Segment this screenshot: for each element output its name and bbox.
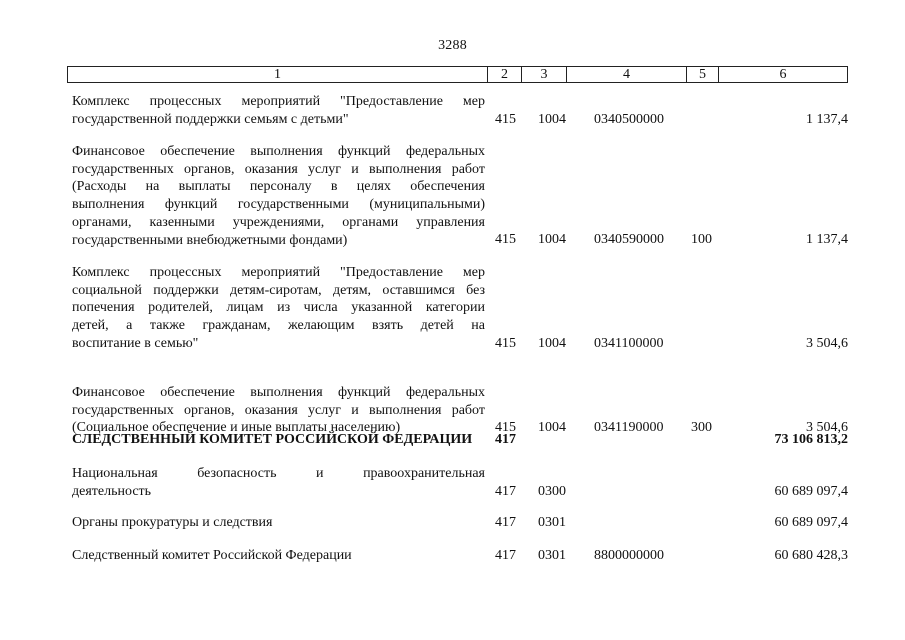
table-row bbox=[72, 431, 848, 449]
row-section: 1004 bbox=[538, 232, 566, 248]
description-line: (Расходы на выплаты персоналу в целях обеспечения bbox=[72, 179, 485, 195]
column-header-5: 5 bbox=[687, 67, 719, 83]
description-line: органами, казенными учреждениями, органами управления bbox=[72, 214, 485, 230]
row-target-article: 0341190000 bbox=[594, 420, 664, 436]
row-description bbox=[72, 264, 485, 353]
description-line: Следственный комитет Российской Федерации bbox=[72, 548, 352, 563]
row-amount: 60 680 428,3 bbox=[774, 547, 848, 563]
row-amount: 3 504,6 bbox=[806, 335, 848, 351]
description-line: государственных органов, оказания услуг и выполнения работ bbox=[72, 161, 485, 177]
row-description bbox=[72, 143, 485, 249]
row-expense-type: 300 bbox=[691, 420, 712, 436]
description-line: Финансовое обеспечение выполнения функций федеральных bbox=[72, 385, 485, 400]
description-line: государственных органов, оказания услуг и выполнения работ bbox=[72, 402, 485, 418]
description-line: Комплекс процессных мероприятий "Предоставление мер bbox=[72, 265, 485, 280]
row-amount: 60 689 097,4 bbox=[774, 514, 848, 530]
description-line: социальной поддержки детям-сиротам, детям, оставшимся без bbox=[72, 282, 485, 298]
table-row bbox=[72, 93, 848, 128]
row-code: 415 bbox=[495, 232, 516, 248]
row-code: 415 bbox=[495, 335, 516, 351]
row-code: 417 bbox=[495, 547, 516, 563]
row-expense-type: 100 bbox=[691, 232, 712, 248]
table-row bbox=[72, 465, 848, 500]
column-header-1: 1 bbox=[68, 67, 488, 83]
table-row bbox=[72, 514, 848, 532]
row-section: 0301 bbox=[538, 547, 566, 563]
description-line: Органы прокуратуры и следствия bbox=[72, 515, 273, 530]
row-section: 0300 bbox=[538, 483, 566, 499]
column-header-row bbox=[68, 67, 848, 83]
description-line: государственными внебюджетными фондами) bbox=[72, 232, 348, 248]
row-description bbox=[72, 465, 485, 500]
description-line: государственной поддержки семьям с детьми" bbox=[72, 111, 349, 127]
row-description bbox=[72, 547, 485, 565]
table-row bbox=[72, 264, 848, 353]
row-description bbox=[72, 384, 485, 437]
row-code: 417 bbox=[495, 483, 516, 499]
row-description bbox=[72, 514, 485, 532]
row-section: 1004 bbox=[538, 420, 566, 436]
row-target-article: 0340590000 bbox=[594, 232, 664, 248]
row-code: 417 bbox=[495, 514, 516, 530]
row-amount: 3 504,6 bbox=[806, 420, 848, 436]
description-line: попечения родителей, лицам из числа указанной категории bbox=[72, 300, 485, 316]
description-line: детей, а также гражданам, желающим взять детей на bbox=[72, 318, 485, 334]
row-target-article: 0341100000 bbox=[594, 335, 664, 351]
description-line: Финансовое обеспечение выполнения функций федеральных bbox=[72, 144, 485, 159]
row-target-article: 8800000000 bbox=[594, 547, 664, 563]
description-line: деятельность bbox=[72, 483, 152, 499]
row-section: 1004 bbox=[538, 111, 566, 127]
row-amount: 60 689 097,4 bbox=[774, 483, 848, 499]
row-description bbox=[72, 431, 485, 449]
column-header-3: 3 bbox=[522, 67, 567, 83]
row-amount: 1 137,4 bbox=[806, 232, 848, 248]
description-line: Комплекс процессных мероприятий "Предоставление мер bbox=[72, 94, 485, 109]
row-code: 417 bbox=[495, 431, 516, 447]
column-header-6: 6 bbox=[719, 67, 848, 83]
row-section: 1004 bbox=[538, 335, 566, 351]
row-target-article: 0340500000 bbox=[594, 111, 664, 127]
description-line: (Социальное обеспечение и иные выплаты населению) bbox=[72, 420, 401, 436]
column-header-table bbox=[67, 66, 848, 83]
description-line: воспитание в семью" bbox=[72, 335, 199, 351]
row-code: 415 bbox=[495, 420, 516, 436]
description-line: Национальная безопасность и правоохранительная bbox=[72, 466, 485, 481]
description-line: выполнения функций государственными (муниципальными) bbox=[72, 197, 485, 213]
row-amount: 73 106 813,2 bbox=[774, 431, 848, 447]
page-number: 3288 bbox=[438, 38, 467, 53]
description-line: СЛЕДСТВЕННЫЙ КОМИТЕТ РОССИЙСКОЙ ФЕДЕРАЦИИ bbox=[72, 432, 473, 447]
table-row bbox=[72, 384, 848, 437]
row-section: 0301 bbox=[538, 514, 566, 530]
row-amount: 1 137,4 bbox=[806, 111, 848, 127]
row-description bbox=[72, 93, 485, 128]
table-row bbox=[72, 143, 848, 249]
row-code: 415 bbox=[495, 111, 516, 127]
column-header-4: 4 bbox=[567, 67, 687, 83]
column-header-2: 2 bbox=[488, 67, 522, 83]
table-row bbox=[72, 547, 848, 565]
